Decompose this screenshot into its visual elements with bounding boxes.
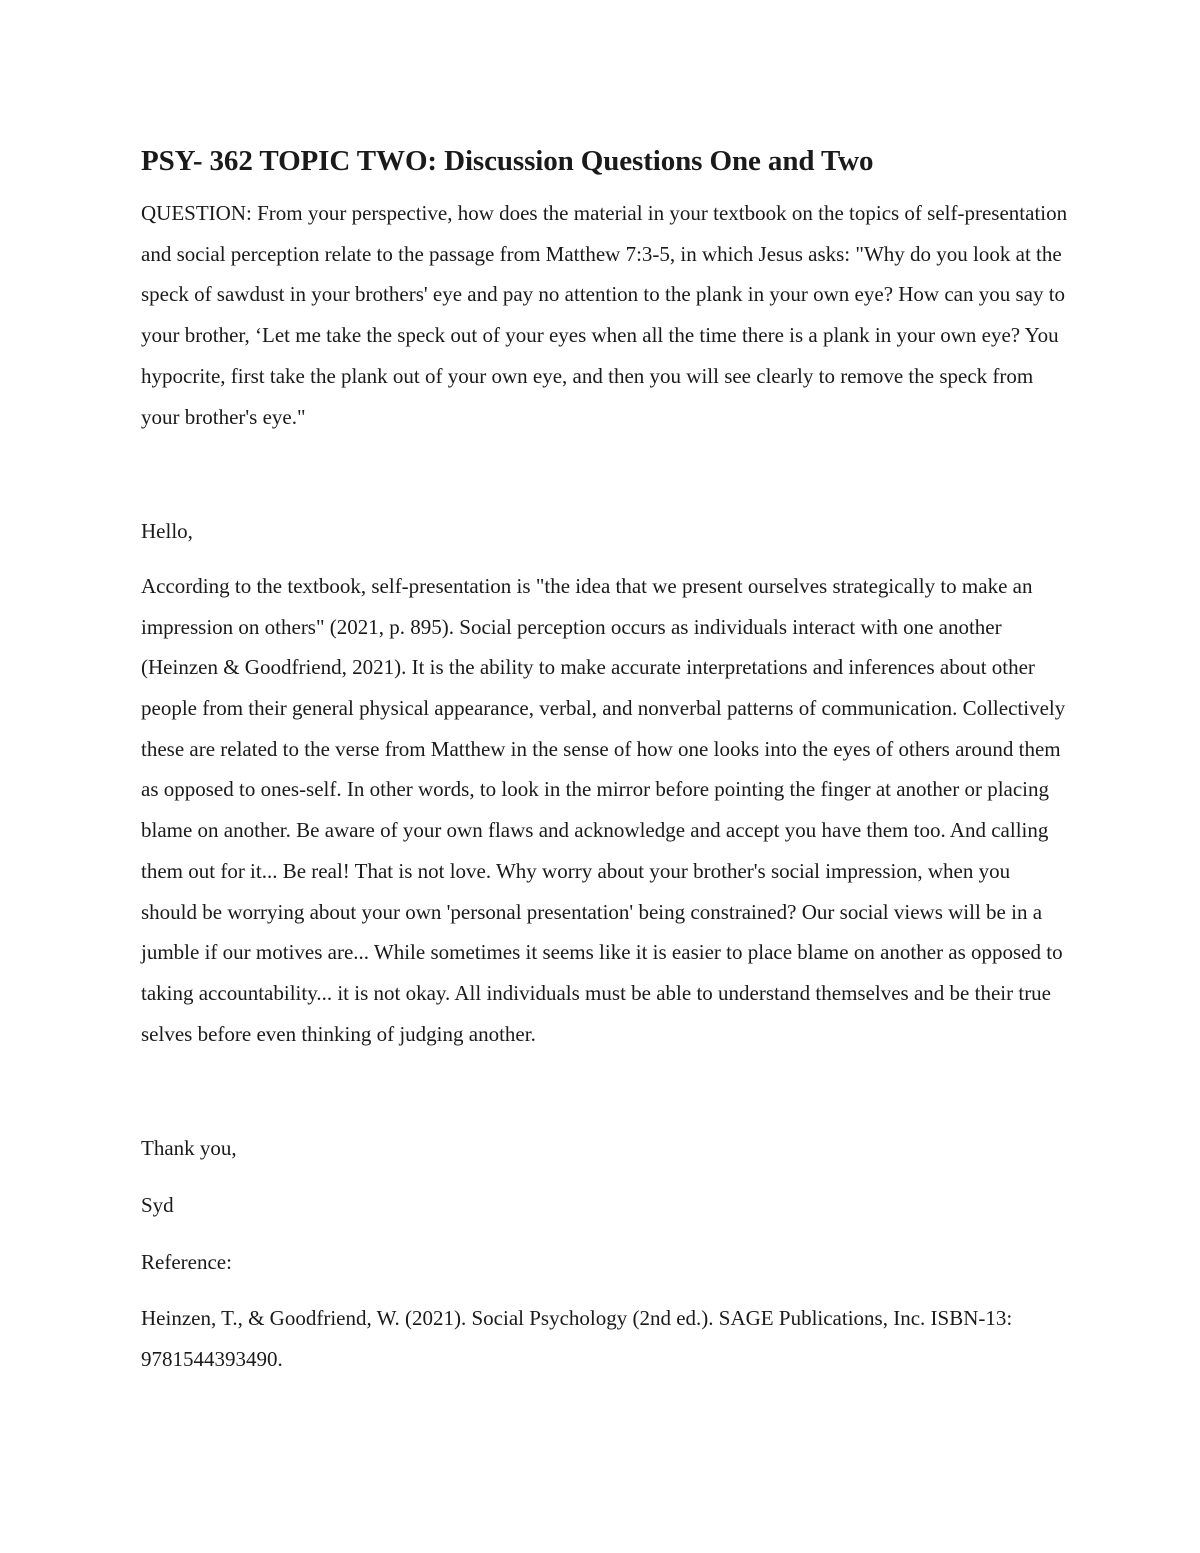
reference-entry: Heinzen, T., & Goodfriend, W. (2021). Social Psychology (2nd ed.). SAGE Publications, Inc. ISBN-13: 9781544393490. xyxy=(141,1306,1013,1372)
discussion-question: QUESTION: From your perspective, how does the material in your textbook on the topics of self-presentation and social perception relate to the passage from Matthew 7:3-5, in which Jesus asks: "Why do you look at the speck of sawdust in your brothers' eye and pay no attention to the plank in your own eye? How can you say to your brother, ‘Let me take the speck out of your eyes when all the time there is a plank in your own eye? You hypocrite, first take the plank out of your own eye, and then you will see clearly to remove the speck from your brother's eye." xyxy=(141,201,1068,429)
closing: Thank you, xyxy=(141,1136,237,1161)
document-title: PSY- 362 TOPIC TWO: Discussion Questions One and Two xyxy=(141,145,874,177)
signature: Syd xyxy=(141,1193,174,1218)
answer-body: According to the textbook, self-presentation is "the idea that we present ourselves strategically to make an impression on others" (2021, p. 895). Social perception occurs as individuals interact with one another (Heinzen & Goodfriend, 2021). It is the ability to make accurate interpretations and inferences about other people from their general physical appearance, verbal, and nonverbal patterns of communication. Collectively these are related to the verse from Matthew in the sense of how one looks into the eyes of others around them as opposed to ones-self. In other words, to look in the mirror before pointing the finger at another or placing blame on another. Be aware of your own flaws and acknowledge and accept you have them too. And calling them out for it... Be real! That is not love. Why worry about your brother's social impression, when you should be worrying about your own 'personal presentation' being constrained? Our social views will be in a jumble if our motives are... While sometimes it seems like it is easier to place blame on another as opposed to taking accountability... it is not okay. All individuals must be able to understand themselves and be their true selves before even thinking of judging another. xyxy=(141,573,1066,1046)
greeting: Hello, xyxy=(141,519,193,544)
reference-heading: Reference: xyxy=(141,1249,232,1274)
